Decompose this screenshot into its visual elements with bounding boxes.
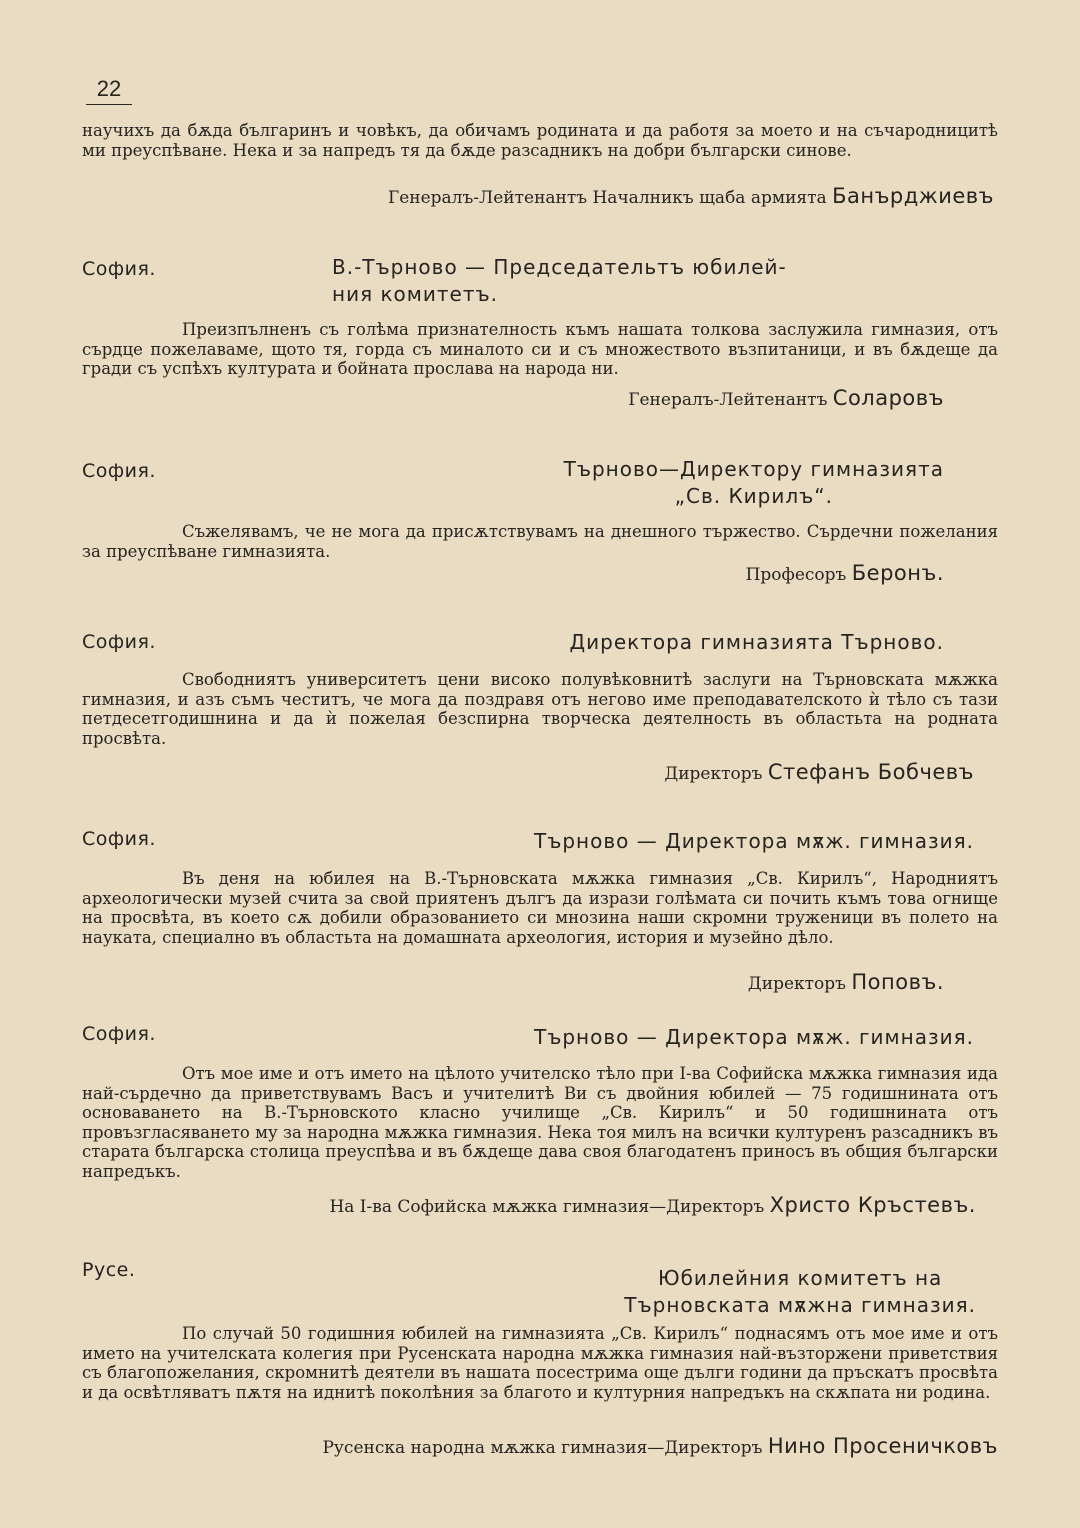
signature-name: Христо Кръстевъ. (769, 1193, 976, 1217)
signature-title: Русенска народна мѫжка гимназия—Директоръ (322, 1438, 763, 1458)
signature-name: Беронъ. (851, 561, 944, 585)
signature (388, 184, 994, 208)
telegram-text: Въ деня на юбилея на В.-Търновската мѫжка гимназия „Св. Кирилъ“, Народниятъ археологически музей счита за свой приятенъ дългъ да изрази голѣмата си почить къмъ това огнище на просвѣта, въ което сѫ добили образованието си мнозина наши скромни труженици въ полето на науката, специално въ областьта на домашната археология, история и музейно дѣло. (82, 869, 998, 947)
telegram-text: Преизпълненъ съ голѣма признателность къмъ нашата толкова заслужила гимназия, отъ сърдце пожелаваме, щото тя, горда съ миналото си и съ множеството възпитаници, и въ бѫдеще да гради съ успѣхъ културата и бойната прослава на народа ни. (82, 320, 998, 378)
signature-title: На I-ва Софийска мѫжка гимназия—Директоръ (329, 1197, 765, 1217)
telegram-address: Директора гимназията Търново. (569, 630, 944, 654)
signature-title: Генералъ-Лейтенантъ Началникъ щаба армията (387, 188, 827, 208)
signature-name: Нино Просеничковъ (767, 1434, 998, 1458)
signature-name: Банърджиевъ (832, 184, 994, 208)
telegram-text: Съжелявамъ, че не мога да присѫтствувамъ на днешного тържество. Сърдечни пожелания за преуспѣване гимназията. (82, 522, 998, 561)
telegram-address: Търново — Директора мѫж. гимназия. (534, 829, 974, 853)
signature (746, 561, 944, 585)
signature-title: Генералъ-Лейтенантъ (628, 390, 828, 410)
city-label: София. (82, 258, 156, 280)
telegram-text: научихъ да бѫда българинъ и човѣкъ, да обичамъ родината и да работя за моето и на съчародницитѣ ми преуспѣване. Нека и за напредъ тя да бѫде разсадникъ на добри български синове. (82, 121, 998, 160)
telegram-text: Свободниятъ университетъ цени високо полувѣковнитѣ заслуги на Търновската мѫжка гимназия, и азъ съмъ честитъ, че мога да поздравя отъ негово име преподавателското ѝ тѣло съ тази петдесетгодишнина и да ѝ пожелая безспирна творческа деятелность въ областьта на родната просвѣта. (82, 670, 998, 748)
city-label: София. (82, 631, 156, 653)
signature (628, 386, 944, 410)
page-number: 22 (86, 76, 132, 105)
signature-name: Соларовъ (832, 386, 944, 410)
signature-title: Директоръ (664, 764, 763, 784)
city-label: София. (82, 1023, 156, 1045)
telegram-address: Търново — Директора мѫж. гимназия. (534, 1025, 974, 1049)
signature-title: Професоръ (745, 565, 847, 585)
city-label: София. (82, 828, 156, 850)
telegram-address: Юбилейния комитетъ на Търновската мѫжна гимназия. (624, 1266, 976, 1317)
telegram-text: Отъ мое име и отъ името на цѣлото учителско тѣло при I-ва Софийска мѫжка гимназия ида най-сърдечно да приветствувамъ Васъ и учителитѣ Ви съ двойния юбилей — 75 годишнината отъ основаването на В.-Търновското класно училище „Св. Кирилъ“ и 50 годишнината отъ провъзгласяването му за народна мѫжка гимназия. Нека тоя милъ на всички културенъ разсадникъ въ старата българска столица преуспѣва и въ бѫдеще дава своя благодатенъ приносъ въ общия български напредъкъ. (82, 1064, 998, 1181)
telegram-address: В.-Търново — Председательтъ юбилей- ния комитетъ. (332, 255, 787, 306)
signature-name: Поповъ. (851, 970, 944, 994)
signature (664, 760, 974, 784)
signature-title: Директоръ (747, 974, 846, 994)
city-label: София. (82, 460, 156, 482)
city-label: Русе. (82, 1259, 136, 1281)
signature (748, 970, 944, 994)
telegram-text: По случай 50 годишния юбилей на гимназията „Св. Кирилъ“ поднасямъ отъ мое име и отъ името на учителската колегия при Русенската народна мѫжка гимназия най-възторжени приветствия съ благопожелания, скромнитѣ деятели въ нашата посестрима още дълги години да пръскатъ просвѣта и да освѣтляватъ пѫтя на иднитѣ поколѣния за благото и културния напредъкъ на скѫпата ни родина. (82, 1324, 998, 1402)
signature (322, 1434, 998, 1458)
telegram-address: Търново—Директору гимназията „Св. Кирилъ“. (563, 457, 944, 508)
signature (329, 1193, 976, 1217)
signature-name: Стефанъ Бобчевъ (767, 760, 974, 784)
